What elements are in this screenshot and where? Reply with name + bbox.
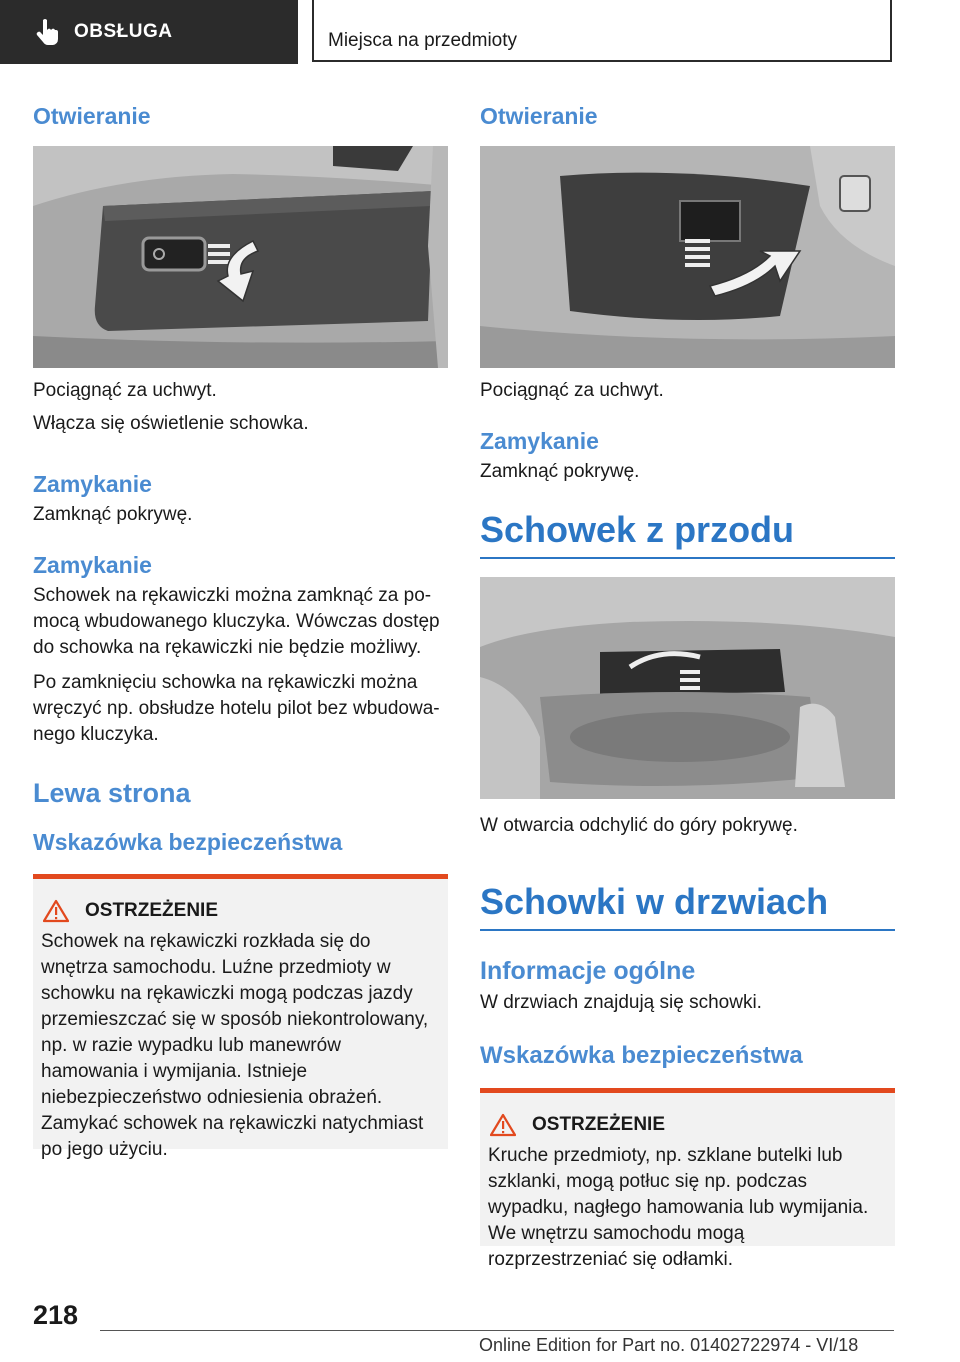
warning-box-right	[480, 1088, 895, 1270]
heading-open: Otwieranie	[33, 103, 151, 129]
close-instruction-right: Zamknąć pokrywę.	[480, 461, 640, 482]
edition-info: Online Edition for Part no. 01402722974 - VI/18	[479, 1335, 859, 1355]
warning-triangle-icon	[43, 899, 69, 923]
section-title: OBSŁUGA	[74, 21, 173, 42]
warning-text: Kruche przedmioty, np. szklane butelki lub szklanki, mogą potłuc się np. podczas wypadku, nagłego hamowania lub wymijania. We wnętrzu samochodu mogą rozprzestrzeniać się odłamki.	[488, 1145, 869, 1270]
warning-title: OSTRZEŻENIE	[532, 1114, 666, 1135]
heading-left-side: Lewa strona	[33, 778, 191, 808]
warning-title: OSTRZEŻENIE	[85, 900, 219, 921]
warning-triangle-icon	[490, 1113, 516, 1137]
heading-safety: Wskazówka bezpieczeństwa	[33, 829, 343, 855]
open-instruction: Pociągnąć za uchwyt.	[33, 380, 217, 401]
heading-door-compartments: Schowki w drzwiach	[480, 881, 895, 931]
heading-close: Zamykanie	[33, 471, 152, 497]
heading-open-right: Otwieranie	[480, 103, 598, 129]
light-info: Włącza się oświetlenie schowka.	[33, 413, 309, 434]
left-compartment-photo	[480, 146, 895, 368]
heading-safety-right: Wskazówka bezpieczeństwa	[480, 1042, 803, 1069]
heading-front-compartment: Schowek z przodu	[480, 509, 895, 559]
footer-divider	[100, 1330, 894, 1331]
front-compartment-photo	[480, 577, 895, 799]
warning-text: Schowek na rękawiczki rozkłada się do wnętrza samochodu. Luźne przedmioty w schowku na rękawiczki mogą podczas jazdy przemieszczać się w sposób niekontrolowany, np. w razie wypadku lub manewrów hamowania i wymijania. Istnieje niebezpieczeństwo odniesienia obrażeń. Zamykać schowek na rękawiczki natychmiast po jego użyciu.	[41, 931, 429, 1160]
heading-lock: Zamykanie	[33, 552, 152, 578]
heading-general-info: Informacje ogólne	[480, 957, 696, 985]
heading-close-right: Zamykanie	[480, 428, 599, 454]
close-instruction: Zamknąć pokrywę.	[33, 504, 193, 525]
section-tab	[0, 0, 298, 64]
left-column	[33, 96, 448, 1160]
chapter-tab	[312, 0, 892, 62]
hand-pointer-icon	[34, 18, 60, 46]
lock-info: Schowek na rękawiczki można zamknąć za pomocą wbudowanego kluczyka. Wówczas dostęp do schowka na rękawiczki nie będzie możliwy.	[33, 585, 440, 658]
glovebox-open-photo	[33, 146, 448, 368]
general-info-text: W drzwiach znajdują się schowki.	[480, 992, 762, 1013]
warning-box	[33, 874, 448, 1160]
open-instruction-right: Pociągnąć za uchwyt.	[480, 380, 664, 401]
front-instruction: W otwarcia odchylić do góry pokrywę.	[480, 815, 798, 836]
right-column	[480, 96, 895, 1270]
page-number: 218	[33, 1300, 79, 1330]
chapter-title: Miejsca na przedmioty	[328, 30, 518, 51]
valet-info: Po zamknięciu schowka na rękawiczki można wręczyć np. obsłudze hotelu pilot bez wbudowanego kluczyka.	[33, 672, 440, 745]
